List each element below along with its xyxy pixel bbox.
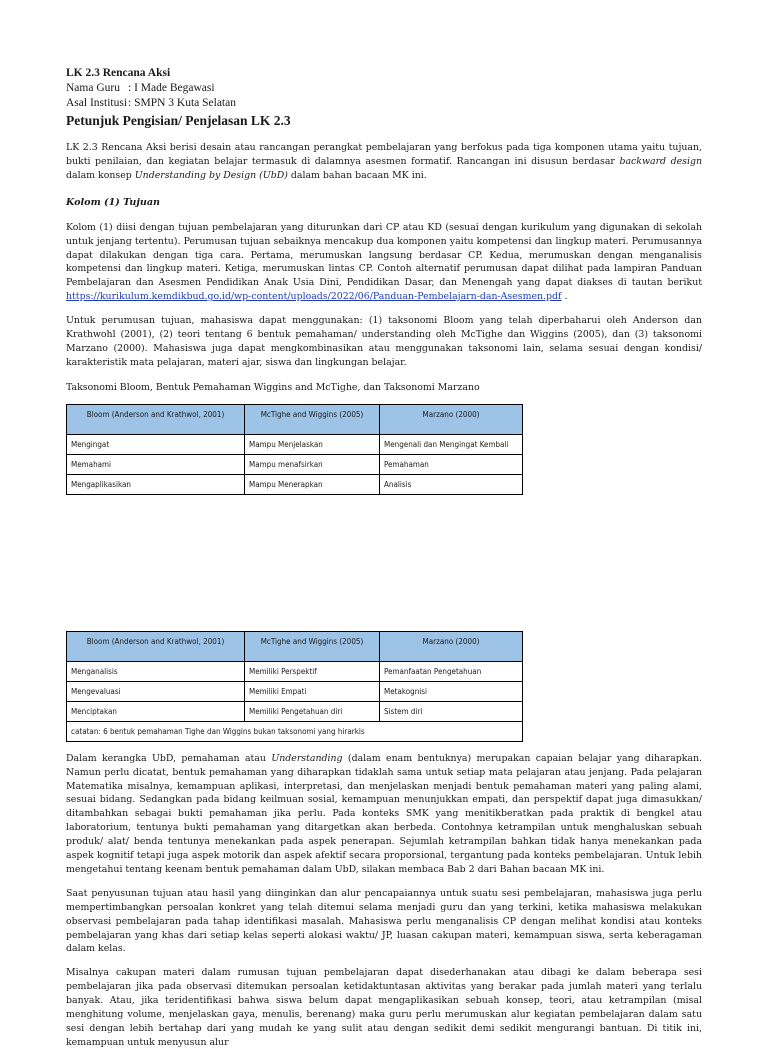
table-cell: Memiliki Pengetahuan diri: [245, 701, 380, 721]
table-cell: Mampu Menjelaskan: [245, 434, 380, 454]
taxonomy-table-2: [66, 631, 523, 742]
table-row: [67, 661, 523, 681]
body-paragraph-1: [66, 752, 702, 877]
table-cell: Pemanfaatan Pengetahuan: [380, 661, 523, 681]
table-cell: Mengingat: [67, 434, 245, 454]
table-cell: Mampu menafsirkan: [245, 454, 380, 474]
kolom-p1-text-a: Kolom (1) diisi dengan tujuan pembelajaran yang diturunkan dari CP atau KD (sesuai dengan kurikulum yang digunakan di sekolah untuk jenjang tertentu). Perumusan tujuan sebaiknya mencakup dua komponen yaitu kompetensi dan lingkup materi. Perumusannya dapat dilakukan dengan tiga cara. Pertama, merumuskan langsung berdasar CP. Kedua, merumuskan dengan menganalisis kompetensi dan lingkup materi. Ketiga, merumuskan lintas CP. Contoh alternatif perumusan dapat dilihat pada lampiran Panduan Pembelajaran dan Asesmen Pendidikan Anak Usia Dini, Pendidikan Dasar, dan Menengah yang dapat diakses di tautan berikut: [66, 221, 702, 289]
kolom-paragraph-2: Untuk perumusan tujuan, mahasiswa dapat menggunakan: (1) taksonomi Bloom yang telah diperbaharui oleh Anderson dan Krathwohl (2001), (2) teori tentang 6 bentuk pemahaman/ understanding oleh McTighe dan Wiggins (2005), dan (3) taksonomi Marzano (2000). Mahasiswa juga dapat mengkombinasikan atau menggunakan taksonomi lain, selama sesuai dengan kondisi/ karakteristik mata pelajaran, materi ajar, siswa dan lingkungan belajar.: [66, 315, 702, 368]
table-note-row: [67, 721, 523, 741]
table-cell: Memahami: [67, 454, 245, 474]
table-row: [67, 474, 523, 494]
blank-space: [66, 495, 702, 631]
panduan-link[interactable]: https://kurikulum.kemdikbud.go.id/wp-content/uploads/2022/06/Panduan-Pembelajarn-dan-Asesmen.pdf: [66, 291, 562, 303]
table-cell: Metakognisi: [380, 681, 523, 701]
table-row: [67, 434, 523, 454]
table-cell: Analisis: [380, 474, 523, 494]
teacher-row: [66, 81, 702, 96]
intro-text-c: dalam bahan bacaan MK ini.: [287, 169, 427, 181]
table-cell: Mampu Menerapkan: [245, 474, 380, 494]
section-title: Petunjuk Pengisian/ Penjelasan LK 2.3: [66, 113, 291, 128]
table-header-row: [67, 404, 523, 434]
kolom-p1-text-b: .: [561, 291, 568, 303]
lk-title: LK 2.3 Rencana Aksi: [66, 67, 171, 79]
teacher-label: Nama Guru: [66, 82, 120, 94]
school-row: [66, 96, 702, 111]
header-cell: Marzano (2000): [380, 404, 523, 434]
kolom-heading: Kolom (1) Tujuan: [66, 196, 161, 208]
table-cell: Memiliki Perspektif: [245, 661, 380, 681]
body-p1-text-b: (dalam enam bentuknya) merupakan capaian belajar yang diharapkan. Namun perlu dicatat, bentuk pemahaman yang diharapkan tidaklah sama untuk setiap mata pelajaran atau jenjang. Pada pelajaran Matematika misalnya, kemampuan aplikasi, interpretasi, dan menjelaskan menjadi bentuk pemahaman materi yang paling alami, sesuai bidang. Sedangkan pada bidang keilmuan sosial, kemampuan menunjukkan empati, dan perspektif dapat juga dimasukkan/ ditambahkan sebagai bukti pemahaman jika perlu. Pada konteks SMK yang menitikberatkan pada praktik di bengkel atau laboratorium, tentunya bukti pemahaman yang ditargetkan akan berbeda. Contohnya ketrampilan untuk menghaluskan sebuah produk/ alat/ benda tentunya menekankan pada aspek penerapan. Sejumlah ketrampilan bahkan tidak hanya menekankan pada aspek kognitif tetapi juga aspek motorik dan aspek afektif secara proporsional, tergantung pada konteks pembelajaran. Untuk lebih mengetahui tentang keenam bentuk pemahaman dalam UbD, silakan membaca Bab 2 dari Bahan bacaan MK ini.: [66, 752, 702, 875]
header-cell: McTighe and Wiggins (2005): [245, 404, 380, 434]
intro-em-ubd: Understanding by Design (UbD): [134, 169, 288, 181]
table-cell: Mengevaluasi: [67, 681, 245, 701]
kolom-paragraph-1: [66, 221, 702, 304]
table-cell: Mengaplikasikan: [67, 474, 245, 494]
header-cell: Bloom (Anderson and Krathwol, 2001): [67, 631, 245, 661]
header-cell: Marzano (2000): [380, 631, 523, 661]
intro-text-a: LK 2.3 Rencana Aksi berisi desain atau rancangan perangkat pembelajaran yang berfokus pada tiga komponen utama yaitu tujuan, bukti penilaian, dan kegiatan belajar termasuk di dalamnya asesmen formatif. Rancangan ini disusun berdasar: [66, 142, 702, 167]
table-note: catatan: 6 bentuk pemahaman Tighe dan Wiggins bukan taksonomi yang hirarkis: [67, 721, 523, 741]
header-cell: Bloom (Anderson and Krathwol, 2001): [67, 404, 245, 434]
taxonomy-table-1: [66, 404, 523, 495]
body-paragraph-2: Saat penyusunan tujuan atau hasil yang diinginkan dan alur pencapaiannya untuk suatu sesi pembelajaran, mahasiswa juga perlu mempertimbangkan persoalan konkret yang telah ditemui selama menjadi guru dan yang terkini, ketika mahasiswa melakukan observasi pembelajaran pada tahap identifikasi masalah. Mahasiswa perlu menganalisis CP dengan melihat kondisi atau konteks pembelajaran yang khas dari setiap kelas seperti alokasi waktu/ JP, luasan cakupan materi, kemampuan siswa, serta keberagaman dalam kelas.: [66, 887, 702, 955]
table-header-row: [67, 631, 523, 661]
table-cell: Mengenali dan Mengingat Kembali: [380, 434, 523, 454]
table-cell: Pemahaman: [380, 454, 523, 474]
teacher-value: : I Made Begawasi: [128, 82, 215, 94]
document-page: [66, 66, 702, 1050]
table-caption: Taksonomi Bloom, Bentuk Pemahaman Wiggins and McTighe, dan Taksonomi Marzano: [66, 381, 480, 393]
table-row: [67, 701, 523, 721]
intro-text-b: dalam konsep: [66, 169, 135, 181]
body-paragraph-3: Misalnya cakupan materi dalam rumusan tujuan pembelajaran dapat disederhanakan atau dibagi ke dalam beberapa sesi pembelajaran jika pada observasi ditemukan persoalan ketidaktuntasan aktivitas yang berakar pada jumlah materi yang terlalu banyak. Atau, jika teridentifikasi bahwa siswa belum dapat mengaplikasikan sebuah konsep, teori, atau ketrampilan (misal menghitung volume, menjelaskan gaya, menulis, berenang) maka guru perlu merumuskan alur kegiatan pembelajaran dalam satu sesi dengan lebih bertahap dari yang mudah ke yang sulit atau dengan sedikit demi sedikit mengurangi bantuan. Di titik ini, kemampuan untuk menyusun alur: [66, 967, 702, 1048]
body-p1-text-a: Dalam kerangka UbD, pemahaman atau: [66, 752, 272, 764]
body-em-understanding: Understanding: [271, 752, 343, 764]
header-block: [66, 66, 702, 111]
table-row: [67, 681, 523, 701]
table-cell: Memiliki Empati: [245, 681, 380, 701]
school-value: : SMPN 3 Kuta Selatan: [128, 97, 236, 109]
table-row: [67, 454, 523, 474]
header-cell: McTighe and Wiggins (2005): [245, 631, 380, 661]
table-cell: Sistem diri: [380, 701, 523, 721]
table-cell: Menciptakan: [67, 701, 245, 721]
table-cell: Menganalisis: [67, 661, 245, 681]
school-label: Asal Institusi: [66, 97, 128, 109]
intro-paragraph: [66, 141, 702, 183]
intro-em-backward: backward design: [619, 155, 702, 167]
